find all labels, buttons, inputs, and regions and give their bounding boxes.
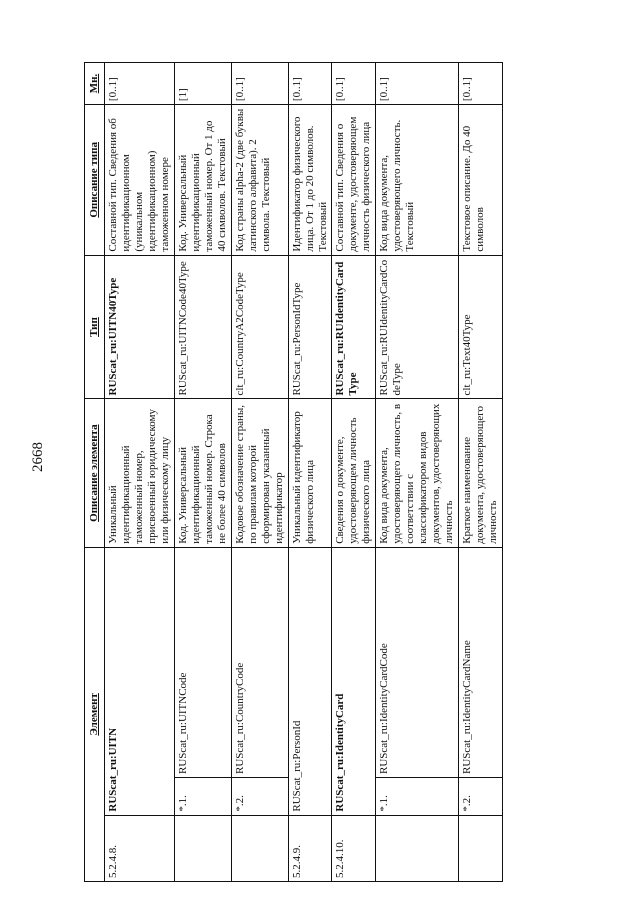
element-name: RUScat_ru:PersonId (288, 547, 332, 815)
table-header-row (85, 63, 105, 882)
multiplicity: [0..1] (288, 63, 332, 105)
type-description: Код страны alpha-2 (две буквы латинского алфавита). 2 символа. Текстовый (231, 105, 288, 256)
element-description: Уникальный идентификационный таможенный номер, присвоенный юридическому или физическому лицу (104, 399, 174, 547)
type-description: Составной тип. Сведения о документе, удостоверяющем личность физического лица (332, 105, 376, 256)
rotated-table-container (84, 62, 544, 882)
table-row (231, 63, 288, 882)
header-multiplicity: Мн. (85, 63, 105, 105)
multiplicity: [0..1] (231, 63, 288, 105)
element-type: clt_ru:CountryA2CodeType (231, 255, 288, 399)
table-row (104, 63, 174, 882)
multiplicity: [0..1] (376, 63, 459, 105)
table-row (376, 63, 459, 882)
row-number (174, 815, 231, 881)
type-description: Составной тип. Сведения об идентификационном (уникальном идентификационном) таможенном номере (104, 105, 174, 256)
element-description: Код. Универсальный идентификационный таможенный номер. Строка не более 40 символов (174, 399, 231, 547)
page-number: 2668 (30, 442, 46, 472)
element-type: RUScat_ru:PersonIdType (288, 255, 332, 399)
header-element-description: Описание элемента (85, 399, 105, 547)
element-type: RUScat_ru:UITN40Type (104, 255, 174, 399)
element-description: Уникальный идентификатор физического лица (288, 399, 332, 547)
table-row (332, 63, 376, 882)
sub-number: *.1. (174, 777, 231, 815)
multiplicity: [0..1] (104, 63, 174, 105)
element-name: RUScat_ru:CountryCode (231, 547, 288, 777)
element-name: RUScat_ru:IdentityCardName (459, 547, 503, 777)
row-number (376, 815, 459, 881)
multiplicity: [1] (174, 63, 231, 105)
element-type: clt_ru:Text40Type (459, 255, 503, 399)
element-description: Код вида документа, удостоверяющего личность, в соответствии с классификатором видов документов, удостоверяющих личность (376, 399, 459, 547)
element-type: RUScat_ru:RUIdentityCardType (332, 255, 376, 399)
element-name: RUScat_ru:UITNCode (174, 547, 231, 777)
header-element: Элемент (85, 547, 105, 881)
type-description: Код. Универсальный идентификационный таможенный номер. От 1 до 40 символов. Текстовый (174, 105, 231, 256)
element-name: RUScat_ru:UITN (104, 547, 174, 815)
multiplicity: [0..1] (332, 63, 376, 105)
element-type: RUScat_ru:UITNCode40Type (174, 255, 231, 399)
type-description: Текстовое описание. До 40 символов (459, 105, 503, 256)
element-name: RUScat_ru:IdentityCardCode (376, 547, 459, 777)
element-description: Краткое наименование документа, удостоверяющего личность (459, 399, 503, 547)
element-description: Кодовое обозначение страны, по правилам которой сформирован указанный идентификатор (231, 399, 288, 547)
element-name: RUScat_ru:IdentityCard (332, 547, 376, 815)
sub-number: *.1. (376, 777, 459, 815)
table-row (459, 63, 503, 882)
multiplicity: [0..1] (459, 63, 503, 105)
row-number: 5.2.4.10. (332, 815, 376, 881)
row-number: 5.2.4.9. (288, 815, 332, 881)
header-type-description: Описание типа (85, 105, 105, 256)
row-number (231, 815, 288, 881)
type-description: Код вида документа, удостоверяющего личность. Текстовый (376, 105, 459, 256)
table-row (288, 63, 332, 882)
element-description: Сведения о документе, удостоверяющем личность физического лица (332, 399, 376, 547)
element-table (84, 62, 503, 882)
table-row (174, 63, 231, 882)
header-type: Тип (85, 255, 105, 399)
row-number: 5.2.4.8. (104, 815, 174, 881)
row-number (459, 815, 503, 881)
sub-number: *.2. (459, 777, 503, 815)
type-description: Идентификатор физического лица. От 1 до 20 символов. Текстовый (288, 105, 332, 256)
element-type: RUScat_ru:RUIdentityCardCodeType (376, 255, 459, 399)
sub-number: *.2. (231, 777, 288, 815)
